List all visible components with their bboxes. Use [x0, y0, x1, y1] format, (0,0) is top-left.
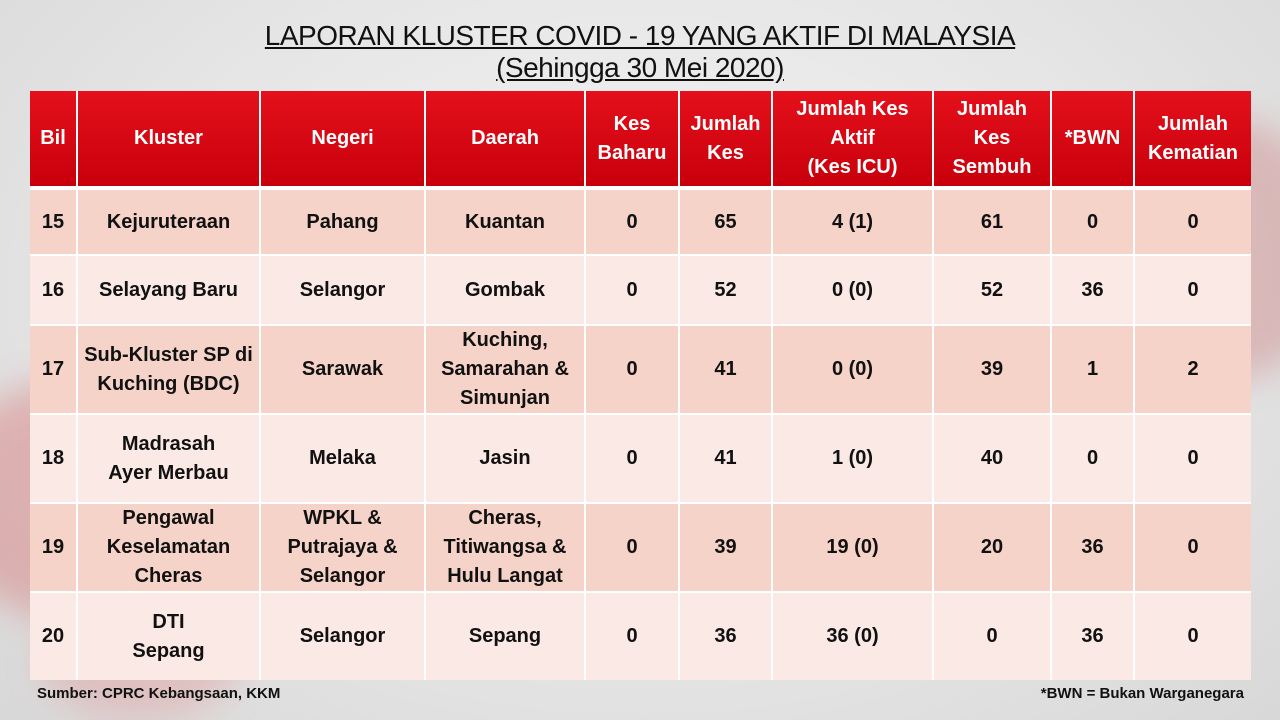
cell-bwn: 36: [1051, 503, 1134, 592]
cell-kes-sembuh: 52: [933, 255, 1051, 325]
cell-negeri: Sarawak: [260, 325, 425, 414]
cell-jumlah-kes: 36: [679, 592, 772, 680]
cell-kematian: 0: [1134, 414, 1251, 503]
cell-daerah: Sepang: [425, 592, 585, 680]
cell-kluster: DTI Sepang: [77, 592, 260, 680]
cluster-table: [30, 91, 1251, 680]
cell-kes-sembuh: 61: [933, 188, 1051, 255]
cell-kes-sembuh: 0: [933, 592, 1051, 680]
cell-kluster: Madrasah Ayer Merbau: [77, 414, 260, 503]
cell-jumlah-kes: 52: [679, 255, 772, 325]
cell-negeri: Selangor: [260, 592, 425, 680]
bwn-legend-note: *BWN = Bukan Warganegara: [1040, 685, 1244, 702]
cell-kematian: 0: [1134, 188, 1251, 255]
cell-negeri: Melaka: [260, 414, 425, 503]
cell-kluster: Selayang Baru: [77, 255, 260, 325]
cell-bil: 16: [30, 255, 77, 325]
cell-kes-aktif: 36 (0): [772, 592, 933, 680]
cell-kes-baharu: 0: [585, 414, 679, 503]
cell-jumlah-kes: 41: [679, 325, 772, 414]
cell-kes-aktif: 0 (0): [772, 325, 933, 414]
header-jumlah-kes: Jumlah Kes: [679, 91, 772, 188]
cell-kes-baharu: 0: [585, 503, 679, 592]
page-title: [0, 20, 1280, 84]
cell-bwn: 1: [1051, 325, 1134, 414]
cell-bil: 17: [30, 325, 77, 414]
header-negeri: Negeri: [260, 91, 425, 188]
cell-kes-aktif: 1 (0): [772, 414, 933, 503]
cell-bwn: 36: [1051, 255, 1134, 325]
cell-bwn: 36: [1051, 592, 1134, 680]
cell-daerah: Kuantan: [425, 188, 585, 255]
cell-kematian: 0: [1134, 503, 1251, 592]
cell-bil: 15: [30, 188, 77, 255]
cell-kluster: Sub-Kluster SP di Kuching (BDC): [77, 325, 260, 414]
table-row: [30, 503, 1251, 592]
cell-kluster: Kejuruteraan: [77, 188, 260, 255]
cell-kes-sembuh: 20: [933, 503, 1051, 592]
title-subtitle: (Sehingga 30 Mei 2020): [496, 52, 784, 83]
header-kes-sembuh: Jumlah Kes Sembuh: [933, 91, 1051, 188]
cell-daerah: Gombak: [425, 255, 585, 325]
cell-bil: 20: [30, 592, 77, 680]
cell-negeri: Selangor: [260, 255, 425, 325]
header-kes-aktif: Jumlah Kes Aktif (Kes ICU): [772, 91, 933, 188]
cell-daerah: Kuching, Samarahan & Simunjan: [425, 325, 585, 414]
table-row: [30, 188, 1251, 255]
cell-jumlah-kes: 41: [679, 414, 772, 503]
cell-kes-baharu: 0: [585, 188, 679, 255]
cell-daerah: Cheras, Titiwangsa & Hulu Langat: [425, 503, 585, 592]
table-row: [30, 255, 1251, 325]
header-bil: Bil: [30, 91, 77, 188]
cell-kematian: 0: [1134, 592, 1251, 680]
cell-kes-aktif: 19 (0): [772, 503, 933, 592]
title-main: LAPORAN KLUSTER COVID - 19 YANG AKTIF DI MALAYSIA: [264, 20, 1016, 51]
cell-bil: 19: [30, 503, 77, 592]
header-kematian: Jumlah Kematian: [1134, 91, 1251, 188]
header-bwn: *BWN: [1051, 91, 1134, 188]
source-note: Sumber: CPRC Kebangsaan, KKM: [37, 685, 281, 702]
cell-negeri: Pahang: [260, 188, 425, 255]
cell-kes-baharu: 0: [585, 592, 679, 680]
cell-kematian: 2: [1134, 325, 1251, 414]
cell-kes-baharu: 0: [585, 255, 679, 325]
cell-jumlah-kes: 39: [679, 503, 772, 592]
cell-negeri: WPKL & Putrajaya & Selangor: [260, 503, 425, 592]
cell-daerah: Jasin: [425, 414, 585, 503]
cell-bwn: 0: [1051, 188, 1134, 255]
cell-bil: 18: [30, 414, 77, 503]
cell-kes-sembuh: 40: [933, 414, 1051, 503]
cell-kes-aktif: 0 (0): [772, 255, 933, 325]
table-row: [30, 325, 1251, 414]
cell-kes-sembuh: 39: [933, 325, 1051, 414]
cell-kes-baharu: 0: [585, 325, 679, 414]
cell-kes-aktif: 4 (1): [772, 188, 933, 255]
header-daerah: Daerah: [425, 91, 585, 188]
table-header-row: [30, 91, 1251, 188]
header-kluster: Kluster: [77, 91, 260, 188]
header-kes-baharu: Kes Baharu: [585, 91, 679, 188]
cell-kluster: Pengawal Keselamatan Cheras: [77, 503, 260, 592]
table-row: [30, 414, 1251, 503]
cell-kematian: 0: [1134, 255, 1251, 325]
table-row: [30, 592, 1251, 680]
cell-jumlah-kes: 65: [679, 188, 772, 255]
cell-bwn: 0: [1051, 414, 1134, 503]
